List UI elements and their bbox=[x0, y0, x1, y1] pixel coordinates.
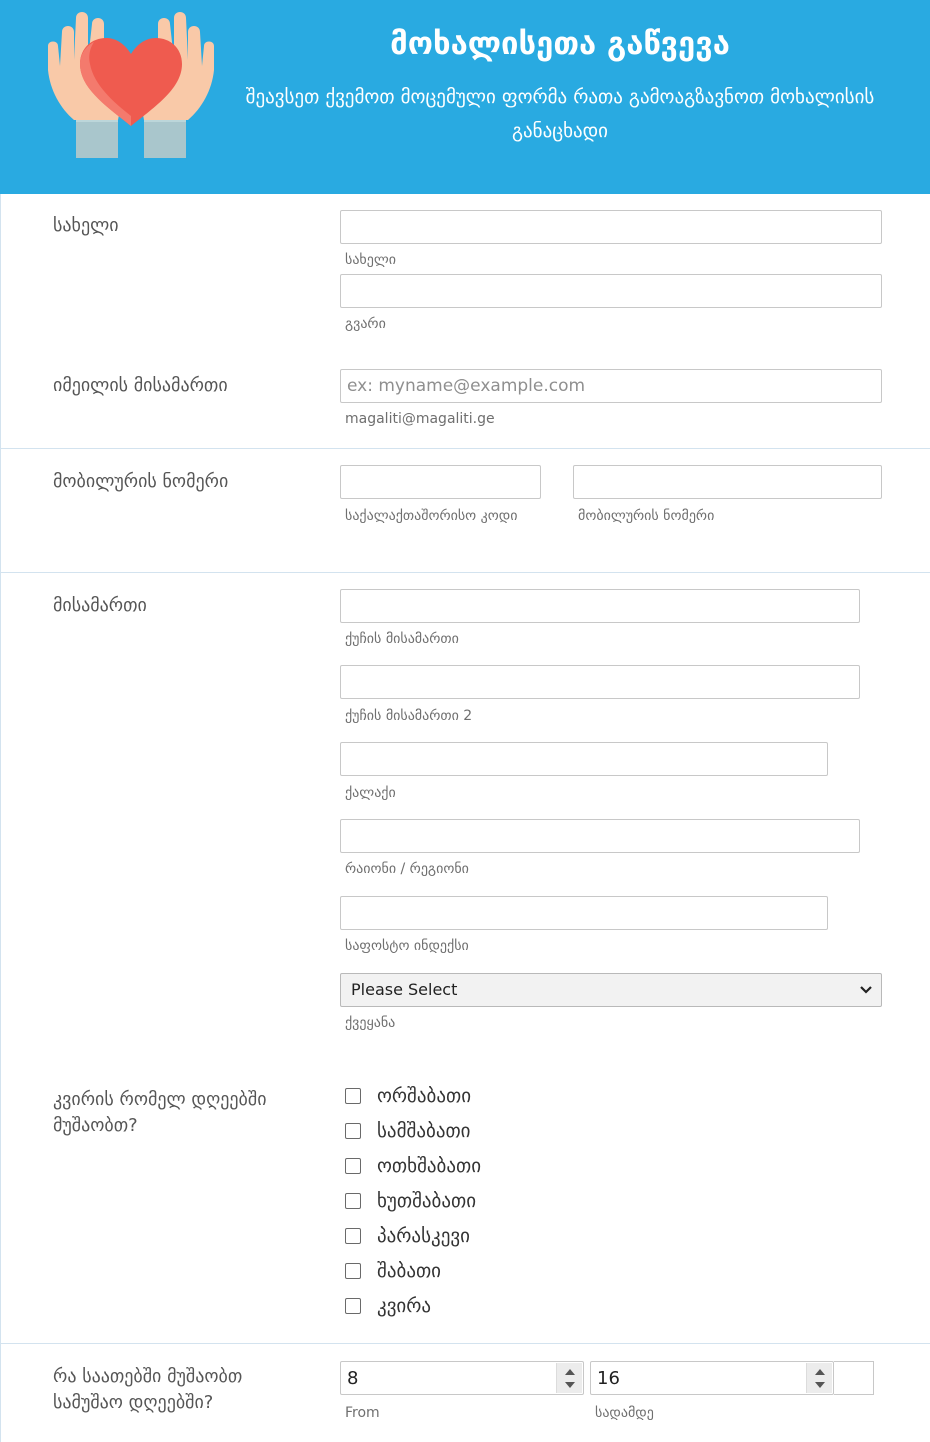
page-title: მოხალისეთა გაწვევა bbox=[390, 26, 730, 62]
checkbox-box[interactable] bbox=[345, 1263, 361, 1279]
city-sublabel: ქალაქი bbox=[345, 785, 396, 801]
street-address-2-sublabel: ქუჩის მისამართი 2 bbox=[345, 708, 473, 724]
spinner-down-icon[interactable] bbox=[564, 1381, 576, 1389]
region-sublabel: რაიონი / რეგიონი bbox=[345, 861, 469, 877]
number-spinner[interactable] bbox=[806, 1363, 832, 1393]
phone-label: მობილურის ნომერი bbox=[53, 471, 229, 492]
hours-label: რა საათებში მუშაობთ სამუშაო დღეებში? bbox=[53, 1366, 243, 1413]
checkbox-box[interactable] bbox=[345, 1193, 361, 1209]
form-left-border bbox=[0, 194, 1, 1442]
area-code-input[interactable] bbox=[340, 465, 541, 499]
checkbox-label: შაბათი bbox=[377, 1260, 442, 1282]
country-select-value: Please Select bbox=[351, 980, 458, 999]
hours-from-value: 8 bbox=[347, 1368, 359, 1389]
checkbox-box[interactable] bbox=[345, 1158, 361, 1174]
spinner-down-icon[interactable] bbox=[814, 1381, 826, 1389]
phone-number-sublabel: მობილურის ნომერი bbox=[578, 508, 715, 524]
checkbox-box[interactable] bbox=[345, 1228, 361, 1244]
chevron-down-icon bbox=[859, 974, 873, 1006]
checkbox-label: კვირა bbox=[377, 1295, 432, 1317]
country-sublabel: ქვეყანა bbox=[345, 1015, 396, 1031]
region-input[interactable] bbox=[340, 819, 860, 853]
street-address-input[interactable] bbox=[340, 589, 860, 623]
checkbox-label: ორშაბათი bbox=[377, 1085, 472, 1107]
section-divider bbox=[0, 448, 930, 449]
checkbox-label: სამშაბათი bbox=[377, 1120, 471, 1142]
zip-sublabel: საფოსტო ინდექსი bbox=[345, 938, 469, 954]
address-label: მისამართი bbox=[53, 595, 147, 616]
street-address-2-input[interactable] bbox=[340, 665, 860, 699]
hours-to-sublabel: სადამდე bbox=[595, 1405, 654, 1421]
checkbox-box[interactable] bbox=[345, 1298, 361, 1314]
hours-to-value: 16 bbox=[597, 1368, 620, 1389]
spinner-up-icon[interactable] bbox=[564, 1368, 576, 1376]
zip-input[interactable] bbox=[340, 896, 828, 930]
hands-heart-icon bbox=[46, 4, 216, 160]
hours-from-input[interactable] bbox=[340, 1361, 584, 1395]
last-name-input[interactable] bbox=[340, 274, 882, 308]
number-spinner[interactable] bbox=[556, 1363, 582, 1393]
spinner-up-icon[interactable] bbox=[814, 1368, 826, 1376]
checkbox-label: ხუთშაბათი bbox=[377, 1190, 477, 1212]
email-sublabel: magaliti@magaliti.ge bbox=[345, 411, 495, 427]
phone-number-input[interactable] bbox=[573, 465, 882, 499]
hours-to-input-extension[interactable] bbox=[834, 1361, 874, 1395]
checkbox-box[interactable] bbox=[345, 1123, 361, 1139]
name-label: სახელი bbox=[53, 215, 119, 236]
checkbox-box[interactable] bbox=[345, 1088, 361, 1104]
area-code-sublabel: საქალაქთაშორისო კოდი bbox=[345, 508, 518, 524]
checkbox-label: ოთხშაბათი bbox=[377, 1155, 482, 1177]
street-address-sublabel: ქუჩის მისამართი bbox=[345, 631, 459, 647]
days-label: კვირის რომელ დღეებში მუშაობთ? bbox=[53, 1089, 267, 1136]
email-label: იმეილის მისამართი bbox=[53, 375, 228, 396]
hours-from-sublabel: From bbox=[345, 1405, 380, 1421]
email-input[interactable] bbox=[340, 369, 882, 403]
country-select[interactable] bbox=[340, 973, 882, 1007]
section-divider bbox=[0, 1343, 930, 1344]
section-divider bbox=[0, 572, 930, 573]
city-input[interactable] bbox=[340, 742, 828, 776]
first-name-input[interactable] bbox=[340, 210, 882, 244]
page-subtitle: შეავსეთ ქვემოთ მოცემული ფორმა რათა გამოაგზავნოთ მოხალისის განაცხადი bbox=[245, 86, 875, 142]
last-name-sublabel: გვარი bbox=[345, 316, 386, 332]
hours-to-input[interactable] bbox=[590, 1361, 834, 1395]
first-name-sublabel: სახელი bbox=[345, 252, 396, 268]
checkbox-label: პარასკევი bbox=[377, 1225, 470, 1247]
form-header bbox=[0, 0, 930, 194]
